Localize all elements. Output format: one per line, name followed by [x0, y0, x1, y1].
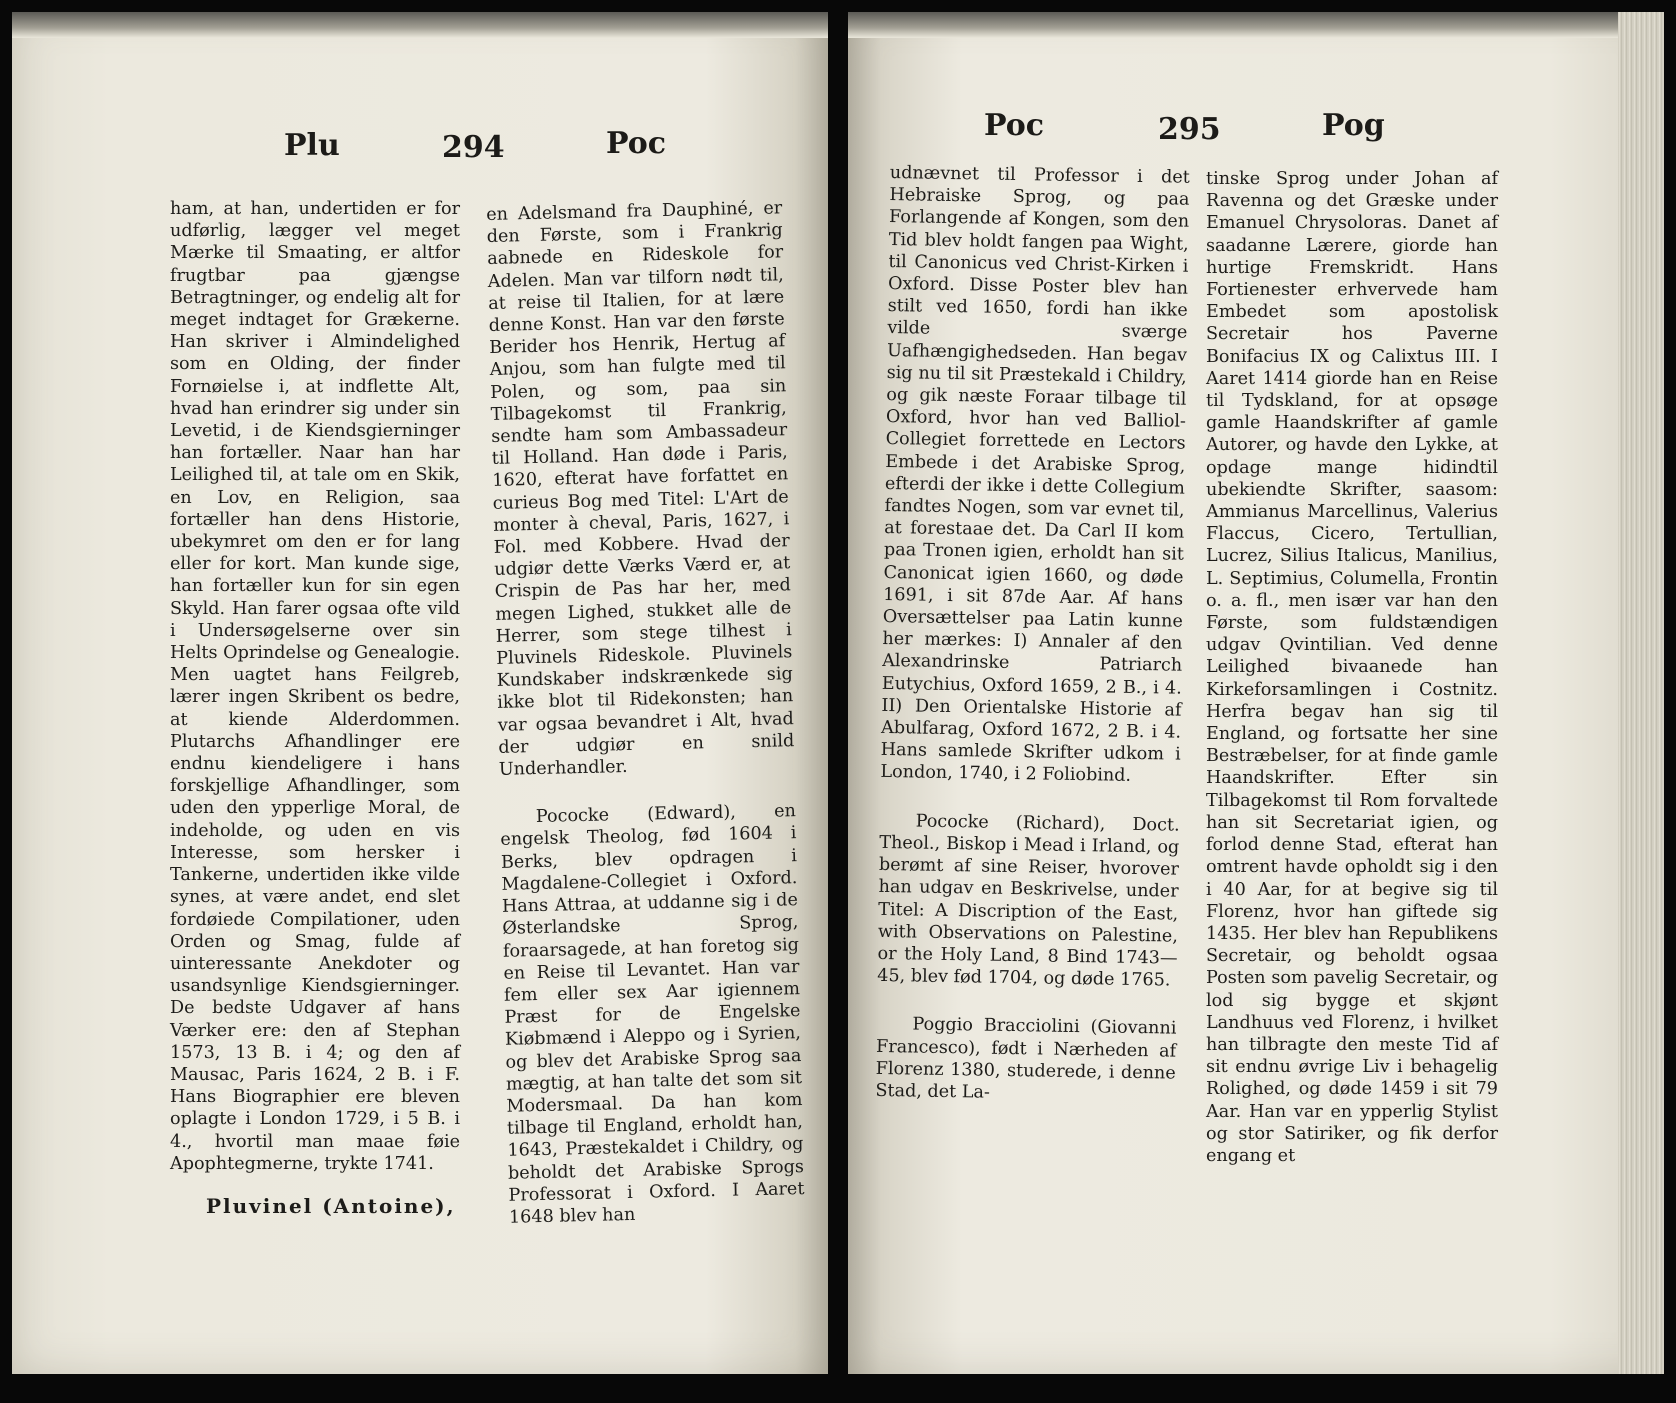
- plutarch-entry-continued: ham, at han, undertiden er for udførlig, lægger vel meget Mærke til Smaating, er altfor frugtbar paa gjængse Betragtninger, og endelig alt for meget indtaget for Grækerne. Han skriver i Almindelighed som en Olding, der finder Fornøielse i, at indflette Alt, hvad han erindrer sig under sin Levetid, i de Kiendsgierninger han fortæller. Naar han har Leilighed til, at tale om en Skik, en Lov, en Religion, saa fortæller han dens Historie, ubekymret om den er for lang eller for kort. Man kunde sige, han fortæller kun for sin egen Skyld. Han farer ogsaa ofte vild i Undersøgelserne over sin Helts Oprindelse og Genealogie. Men uagtet hans Feilgreb, lærer ingen Skribent os bedre, at kiende Alderdommen. Plutarchs Afhandlinger ere endnu kiendeligere i hans forskjellige Afhandlinger, som uden den ypperlige Moral, de indeholde, og uden en vis Interesse, som hersker i Tankerne, undertiden ikke vilde synes, at være andet, end slet fordøiede Compilationer, uden Orden og Smag, fulde af uinteressante Anekdoter og usandsynlige Kiendsgierninger. De bedste Udgaver af hans Værker ere: den af Stephan 1573, 13 B. i 4; og den af Mausac, Paris 1624, 2 B. i F. Hans Biographier ere bleven oplagte i London 1729, i 5 B. i 4., hvortil man maae føie Apophtegmerne, trykte 1741.: [170, 199, 460, 1174]
- left-page-header: [12, 124, 828, 174]
- right-header-catchword-left: Poc: [984, 108, 1045, 143]
- left-page-column-2: [486, 197, 805, 1229]
- left-page-number: 294: [442, 130, 505, 165]
- left-page-column-1: [170, 198, 460, 1219]
- pococke-richard-entry: Pococke (Richard), Doct. Theol., Biskop i Mead i Irland, og berømt af sine Reiser, hvorover han udgav en Beskrivelse, under Titel: A Discription of the East, with Observations on Palestine, or the Holy Land, 8 Bind 1743—45, blev fød 1704, og døde 1765.: [877, 811, 1180, 991]
- right-page-column-2: [1206, 168, 1498, 1167]
- left-page: [12, 12, 828, 1374]
- pluvinel-entry-start: [170, 1195, 460, 1219]
- page-top-shadow: [848, 12, 1664, 38]
- pococke-edward-entry: Pococke (Edward), en engelsk Theolog, fød 1604 i Berks, blev opdragen i Magdalene-Collegiet i Oxford. Hans Attraa, at uddanne sig i de Østerlandske Sprog, foraarsagede, at han foretog sig en Reise til Levantet. Han var fem eller sex Aar igiennem Præst for de Engelske Kiøbmænd i Aleppo og i Syrien, og blev det Arabiske Sprog saa mægtig, at han talte det som sit Modersmaal. Da han kom tilbage til England, erholdt han, 1643, Præstekaldet i Childry, og beholdt det Arabiske Sprogs Professorat i Oxford. I Aaret 1648 blev han: [500, 801, 805, 1228]
- left-header-catchword-left: Plu: [284, 128, 340, 163]
- right-page-column-1: [875, 162, 1190, 1107]
- poggio-entry-continued: tinske Sprog under Johan af Ravenna og det Græske under Emanuel Chrysoloras. Danet af saadanne Lærere, giorde han hurtige Fremskridt. Hans Fortienester erhvervede ham Embedet som apostolisk Secretair hos Paverne Bonifacius IX og Calixtus III. I Aaret 1414 giorde han en Reise til Tydskland, for at opsøge gamle Haandskrifter af gamle Autorer, og havde den Lykke, at opdage mange hidindtil ubekiendte Skrifter, saasom: Ammianus Marcellinus, Valerius Flaccus, Cicero, Tertullian, Lucrez, Silius Italicus, Manilius, L. Septimius, Columella, Frontin o. a. fl., men især var han den Første, som fuldstændigen udgav Qvintilian. Ved denne Leilighed bivaanede han Kirkeforsamlingen i Costnitz. Herfra begav han sig til England, og fortsatte her sine Bestræbelser, for at finde gamle Haandskrifter. Efter sin Tilbagekomst til Rom forvaltede han sit Secretariat igien, og forlod denne Stad, efterat han omtrent havde opholdt sig i den i 40 Aar, for at begive sig til Florenz, hvor han giftede sig 1435. Her blev han Republikens Secretair, og beholdt ogsaa Posten som pavelig Secretair, og lod sig bygge et skjønt Landhuus ved Florenz, i hvilket han tilbragte den meste Tid af sit endnu øvrige Liv i behagelig Rolighed, og døde 1459 i sit 79 Aar. Han var en ypperlig Stylist og stor Satiriker, og fik derfor engang et: [1206, 169, 1498, 1166]
- headword-pluvinel: Pluvinel (Antoine),: [206, 1193, 456, 1218]
- pluvinel-entry-continued: en Adelsmand fra Dauphiné, er den Første, som i Frankrig aabnede en Rideskole for Adelen. Man var tilforn nødt til, at reise til Italien, for at lære denne Konst. Han var den første Berider hos Henrik, Hertug af Anjou, som han fulgte med til Polen, og som, paa sin Tilbagekomst til Frankrig, sendte ham som Ambassadeur til Holland. Han døde i Paris, 1620, efterat have forfattet en curieus Bog med Titel: L'Art de monter à cheval, Paris, 1627, i Fol. med Kobbere. Hvad der udgiør dette Værks Værd er, at Crispin de Pas har her, med megen Lighed, stukket alle de Herrer, som stege tilhest i Pluvinels Rideskole. Pluvinels Kundskaber indskrænkede sig ikke blot til Ridekonsten; han var ogsaa bevandret i Alt, hvad der udgiør en snild Underhandler.: [486, 198, 795, 780]
- pococke-edward-entry-continued: udnævnet til Professor i det Hebraiske Sprog, og paa Forlangende af Kongen, som den Tid blev holdt fangen paa Wight, til Canonicus ved Christ-Kirken i Oxford. Disse Poster blev han stilt ved 1650, fordi han ikke vilde sværge Uafhængighedseden. Han begav sig nu til sit Præstekald i Childry, og gik næste Foraar tilbage til Oxford, hvor han ved Balliol-Collegiet forrettede en Lectors Embede i det Arabiske Sprog, efterdi der ikke i dette Collegium fandtes Nogen, som var evnet til, at forestaae det. Da Carl II kom paa Tronen igien, erholdt han sit Canonicat igien 1660, og døde 1691, i sit 87de Aar. Af hans Oversættelser paa Latin kunne her mærkes: I) Annaler af den Alexandrinske Patriarch Eutychius, Oxford 1659, 2 B., i 4. II) Den Orientalske Historie af Abulfarag, Oxford 1672, 2 B. i 4. Hans samlede Skrifter udkom i London, 1740, i 2 Foliobind.: [880, 162, 1190, 787]
- right-page-number: 295: [1158, 112, 1221, 147]
- right-page-header: [848, 104, 1664, 154]
- poggio-entry-start: Poggio Bracciolini (Giovanni Francesco), født i Nærheden af Florenz 1380, studerede, i denne Stad, det La-: [875, 1014, 1177, 1103]
- left-header-catchword-right: Poc: [606, 126, 667, 161]
- right-page: [848, 12, 1664, 1374]
- page-fore-edge: [1618, 12, 1664, 1374]
- right-header-catchword-right: Pog: [1322, 108, 1385, 143]
- page-top-shadow: [12, 12, 828, 38]
